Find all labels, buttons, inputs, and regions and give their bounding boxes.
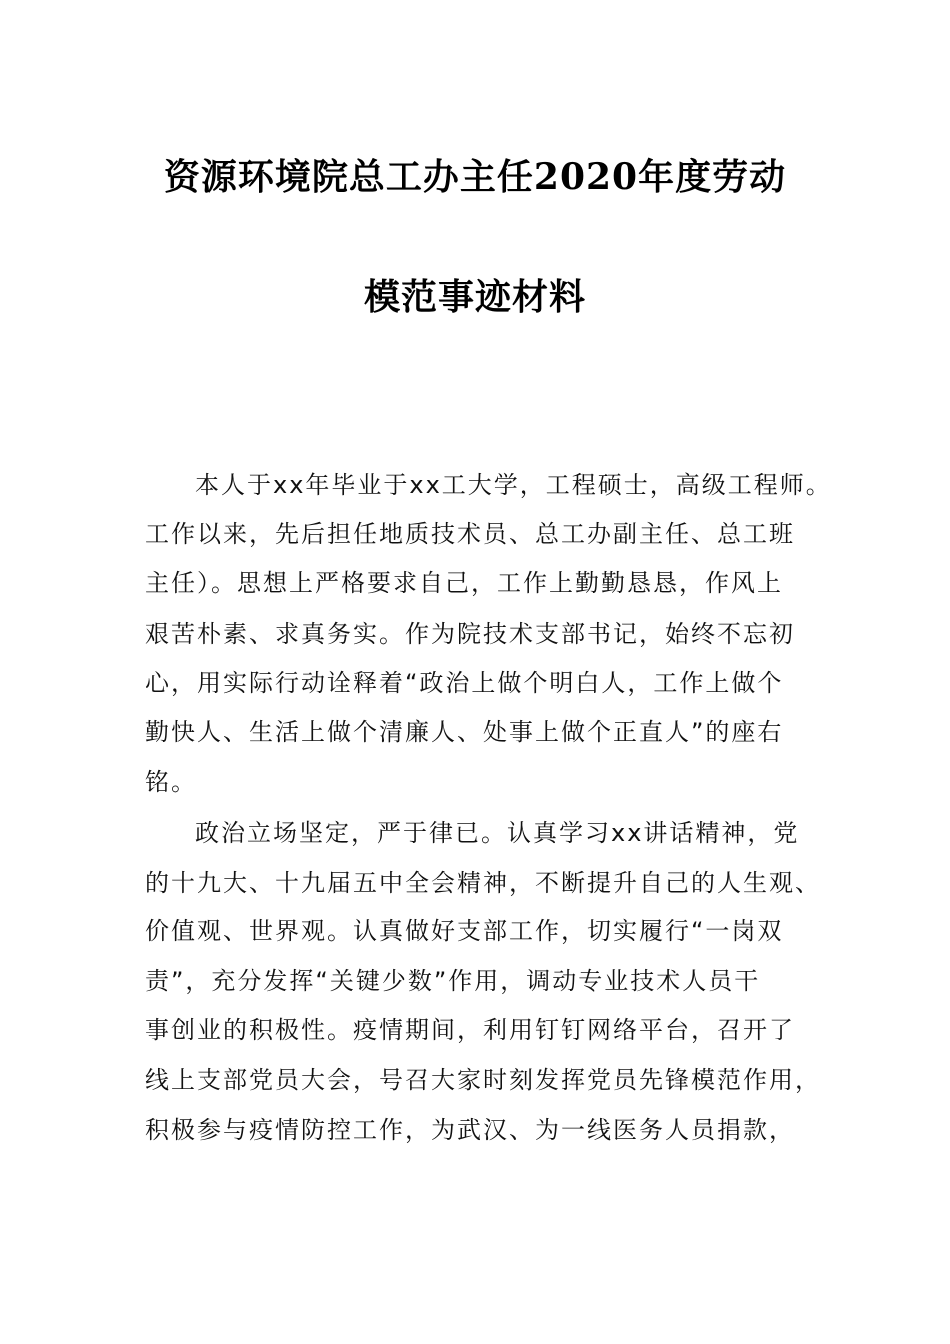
paragraph-1-line-1: 本人于xx年毕业于xx工大学，工程硕士，高级工程师。: [195, 471, 832, 499]
paragraph-2-line-3: 价值观、世界观。认真做好支部工作，切实履行“一岗双: [145, 917, 784, 945]
document-title-line-1: 资源环境院总工办主任2020年度劳动: [163, 156, 787, 198]
paragraph-2-line-5: 事创业的积极性。疫情期间，利用钉钉网络平台，召开了: [145, 1016, 795, 1044]
paragraph-2-line-6: 线上支部党员大会，号召大家时刻发挥党员先锋模范作用，: [145, 1066, 821, 1094]
paragraph-1-line-3: 主任）。思想上严格要求自己，工作上勤勤恳恳，作风上: [145, 569, 783, 597]
paragraph-2-line-7: 积极参与疫情防控工作，为武汉、为一线医务人员捐款，: [145, 1116, 795, 1144]
paragraph-1-line-7: 铭。: [145, 768, 197, 796]
paragraph-2-line-4: 责”，充分发挥“关键少数”作用，调动专业技术人员干: [145, 967, 761, 995]
paragraph-2-line-2: 的十九大、十九届五中全会精神，不断提升自己的人生观、: [145, 869, 821, 897]
document-title-line-2: 模范事迹材料: [363, 276, 586, 318]
paragraph-1-line-5: 心，用实际行动诠释着“政治上做个明白人，工作上做个: [145, 669, 784, 697]
paragraph-1-line-6: 勤快人、生活上做个清廉人、处事上做个正直人”的座右: [145, 718, 784, 746]
paragraph-2-line-1: 政治立场坚定，严于律已。认真学习xx讲话精神，党: [195, 819, 800, 847]
paragraph-1-line-2: 工作以来，先后担任地质技术员、总工办副主任、总工班: [145, 520, 795, 548]
paragraph-1-line-4: 艰苦朴素、求真务实。作为院技术支部书记，始终不忘初: [145, 620, 795, 648]
